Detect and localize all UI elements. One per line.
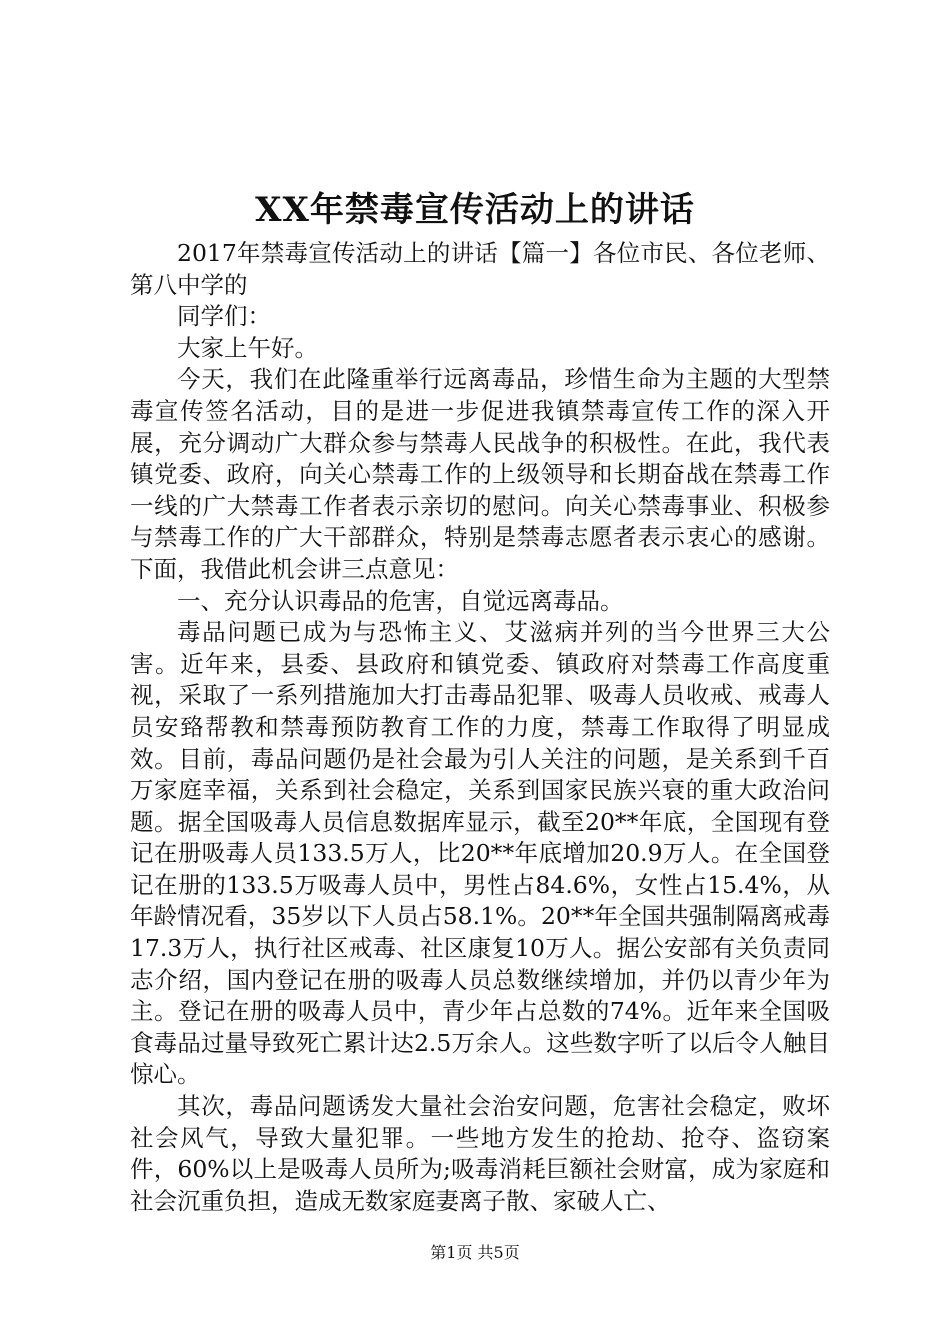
paragraph: 大家上午好。 bbox=[177, 333, 318, 362]
paragraph: 其次，毒品问题诱发大量社会治安问题，危害社会稳定，败坏社会风气，导致大量犯罪。一些地方发生的抢劫、抢夺、盗窃案件，60%以上是吸毒人员所为;吸毒消耗巨额社会财富，成为家庭和社会沉重负担，造成无数家庭妻离子散、家破人亡、 bbox=[130, 1092, 830, 1215]
paragraph: 一、充分认识毒品的危害，自觉远离毒品。 bbox=[177, 586, 624, 615]
paragraph: 同学们： bbox=[177, 302, 271, 331]
page-number-footer: 第1页 共5页 bbox=[430, 1243, 520, 1262]
paragraph: 毒品问题已成为与恐怖主义、艾滋病并列的当今世界三大公害。近年来，县委、县政府和镇党委、镇政府对禁毒工作高度重视，采取了一系列措施加大打击毒品犯罪、吸毒人员收戒、戒毒人员安臵帮教和禁毒预防教育工作的力度，禁毒工作取得了明显成效。目前，毒品问题仍是社会最为引人关注的问题，是关系到千百万家庭幸福，关系到社会稳定，关系到国家民族兴衰的重大政治问题。据全国吸毒人员信息数据库显示，截至20**年底，全国现有登记在册吸毒人员133.5万人，比20**年底增加20.9万人。在全国登记在册的133.5万吸毒人员中，男性占84.6%，女性占15.4%，从年龄情况看，35岁以下人员占58.1%。20**年全国共强制隔离戒毒17.3万人，执行社区戒毒、社区康复10万人。据公安部有关负责同志介绍，国内登记在册的吸毒人员总数继续增加，并仍以青少年为主。登记在册的吸毒人员中，青少年占总数的74%。近年来全国吸食毒品过量导致死亡累计达2.5万余人。这些数字听了以后令人触目惊心。 bbox=[130, 618, 830, 1089]
document-body bbox=[130, 238, 830, 1217]
paragraph: 2017年禁毒宣传活动上的讲话【篇一】各位市民、各位老师、第八中学的 bbox=[130, 239, 830, 299]
document-title: XX年禁毒宣传活动上的讲话 bbox=[255, 190, 695, 230]
paragraph: 今天，我们在此隆重举行远离毒品，珍惜生命为主题的大型禁毒宣传签名活动，目的是进一步促进我镇禁毒宣传工作的深入开展，充分调动广大群众参与禁毒人民战争的积极性。在此，我代表镇党委、政府，向关心禁毒工作的上级领导和长期奋战在禁毒工作一线的广大禁毒工作者表示亲切的慰问。向关心禁毒事业、积极参与禁毒工作的广大干部群众，特别是禁毒志愿者表示衷心的感谢。下面，我借此机会讲三点意见： bbox=[130, 365, 830, 583]
